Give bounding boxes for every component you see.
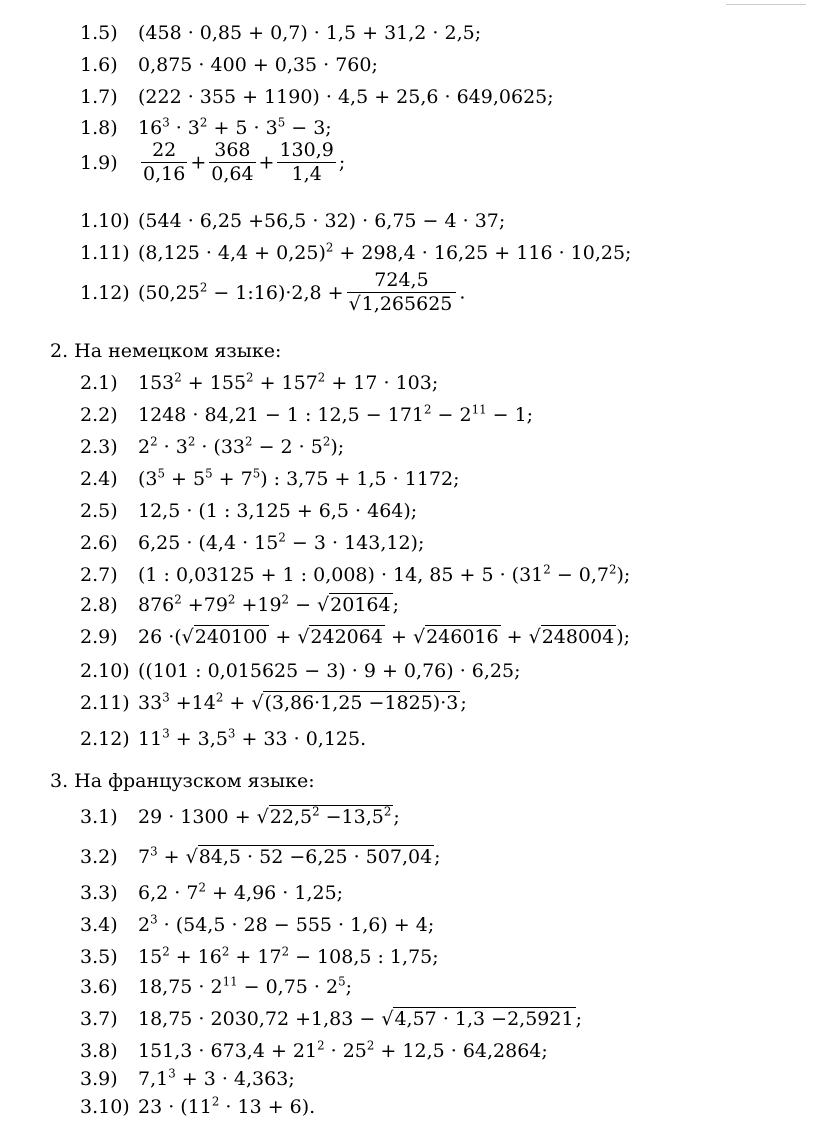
section-2-title: 2. На немецком языке: — [50, 340, 282, 362]
problem-2-3: 2.3) $2^2 \cdot 3^2 \cdot (33^2 - 2 \cdot 5^2)$; — [80, 434, 345, 458]
square-root: √(3,86·1,25 −1825)·3 — [251, 692, 459, 714]
square-root: √248004 — [528, 626, 615, 648]
problem-2-11: 2.11) $33^3 +14^2 + √(3,86\cdot 1,25 -1825)\cdot 3$ ; — [80, 690, 467, 714]
problem-1-11: 1.11) $(8,125 \cdot 4,4 + 0,25)^2 + 298,4 \cdot 16,25 + 116 \cdot 10,25$; — [80, 240, 632, 264]
square-root: √246016 — [412, 626, 499, 648]
problem-2-12: 2.12) $11^3 + 3,5^3 + 33 \cdot 0,125$. — [80, 726, 367, 750]
problem-2-2: 2.2) 1248 · 84,21 − 1 : $12,5 - 171^2 - 2^{11} - 1$; — [80, 402, 534, 426]
problem-1-8: 1.8) $16^3 \cdot 3^2 + 5 \cdot 3^5 - 3$; — [80, 115, 332, 139]
problem-1-6: 1.6) 0,875 · 400 + 0,35 · 760; — [80, 54, 378, 76]
problem-2-5: 2.5) 12,5 · (1 : 3,125 + 6,5 · 464); — [80, 500, 418, 522]
problem-2-4: 2.4) $(3^5 + 5^5 + 7^5)$ : 3,75 + 1,5 · 1172; — [80, 466, 460, 490]
square-root: √84,5 · 52 −6,25 · 507,04 — [185, 846, 433, 868]
problem-1-7: 1.7) (222 · 355 + 1190) · 4,5 + 25,6 · 649,0625; — [80, 86, 554, 108]
problem-3-4: 3.4) $2^3 \cdot (54,5 \cdot 28 - 555 \cdot 1,6) + 4$; — [80, 912, 435, 936]
section-3-title: 3. На французском языке: — [50, 770, 315, 792]
square-root: $√22,5^2 -13,5^2$ — [256, 804, 392, 828]
problem-3-7: 3.7) 18,75 · 2030,72 +1,83 − √4,57 · 1,3 −2,5921 ; — [80, 1008, 582, 1030]
problem-1-10: 1.10) (544 · 6,25 +56,5 · 32) · 6,75 − 4 · 37; — [80, 210, 506, 232]
fraction: $\frac{724,5}{√1,265625}$ — [347, 270, 457, 317]
fraction: $\frac{22}{0,16}$ — [143, 139, 186, 185]
problem-3-5: 3.5) $15^2 + 16^2 + 17^2 - 108,5$ : 1,75; — [80, 944, 439, 968]
square-root: √240100 — [181, 626, 268, 648]
problem-2-6: 2.6) $6,25 \cdot (4,4 \cdot 15^2 - 3 \cdot 143,12)$; — [80, 530, 425, 554]
problem-1-9: 1.9) $\frac{22}{0,16}$ + $\frac{368}{0,64}$ + $\frac{130,9}{1,4}$ ; — [80, 139, 346, 185]
problem-3-9: 3.9) $7,1^3 + 3 \cdot 4,363$; — [80, 1066, 295, 1090]
problem-1-5: 1.5) (458 · 0,85 + 0,7) · 1,5 + 31,2 · 2,5; — [80, 22, 482, 44]
fraction: $\frac{130,9}{1,4}$ — [279, 139, 334, 185]
problem-3-1: 3.1) $29 \cdot 1300 + √22,5^2 -13,5^2$ ; — [80, 804, 400, 828]
problem-3-6: 3.6) $18,75 \cdot 2^{11} - 0,75 \cdot 2^5$; — [80, 974, 353, 998]
problem-2-8: 2.8) $876^2 +79^2 +19^2 - √20164$ ; — [80, 592, 400, 616]
problem-2-7: 2.7) (1 : 0,03125 + 1 : 0,008) · 14, $85 + 5 \cdot (31^2 - 0,7^2)$; — [80, 562, 631, 586]
square-root: √20164 — [317, 594, 391, 616]
square-root: √1,265625 — [348, 292, 453, 315]
problem-1-12: 1.12) ($50,25^2$ − 1:16)·2,8 + $\frac{724,5}{√1,265625}$ . — [80, 269, 466, 315]
problem-2-1: 2.1) $153^2 + 155^2 + 157^2 + 17 \cdot 103$; — [80, 370, 439, 394]
problem-3-2: 3.2) $7^3 + √84,5 \cdot 52 -6,25 \cdot 507,04$ ; — [80, 844, 441, 868]
square-root: √242064 — [297, 626, 383, 648]
fraction: $\frac{368}{0,64}$ — [211, 139, 254, 185]
problem-2-9: 2.9) 26 ·(√240100 + √242064 + √246016 + √248004 ); — [80, 626, 631, 648]
problem-3-3: 3.3) $6,2 \cdot 7^2 + 4,96 \cdot 1,25$; — [80, 880, 344, 904]
page-corner-mark — [726, 0, 806, 5]
problem-3-10: 3.10) $23 \cdot (11^2 \cdot 13 + 6)$. — [80, 1094, 316, 1118]
square-root: √4,57 · 1,3 −2,5921 — [381, 1008, 574, 1030]
problem-2-10: 2.10) ((101 : 0,015625 − 3) · 9 + 0,76) · 6,25; — [80, 660, 521, 682]
problem-3-8: 3.8) $151,3 \cdot 673,4 + 21^2 \cdot 25^2 + 12,5 \cdot 64,2864$; — [80, 1038, 548, 1062]
